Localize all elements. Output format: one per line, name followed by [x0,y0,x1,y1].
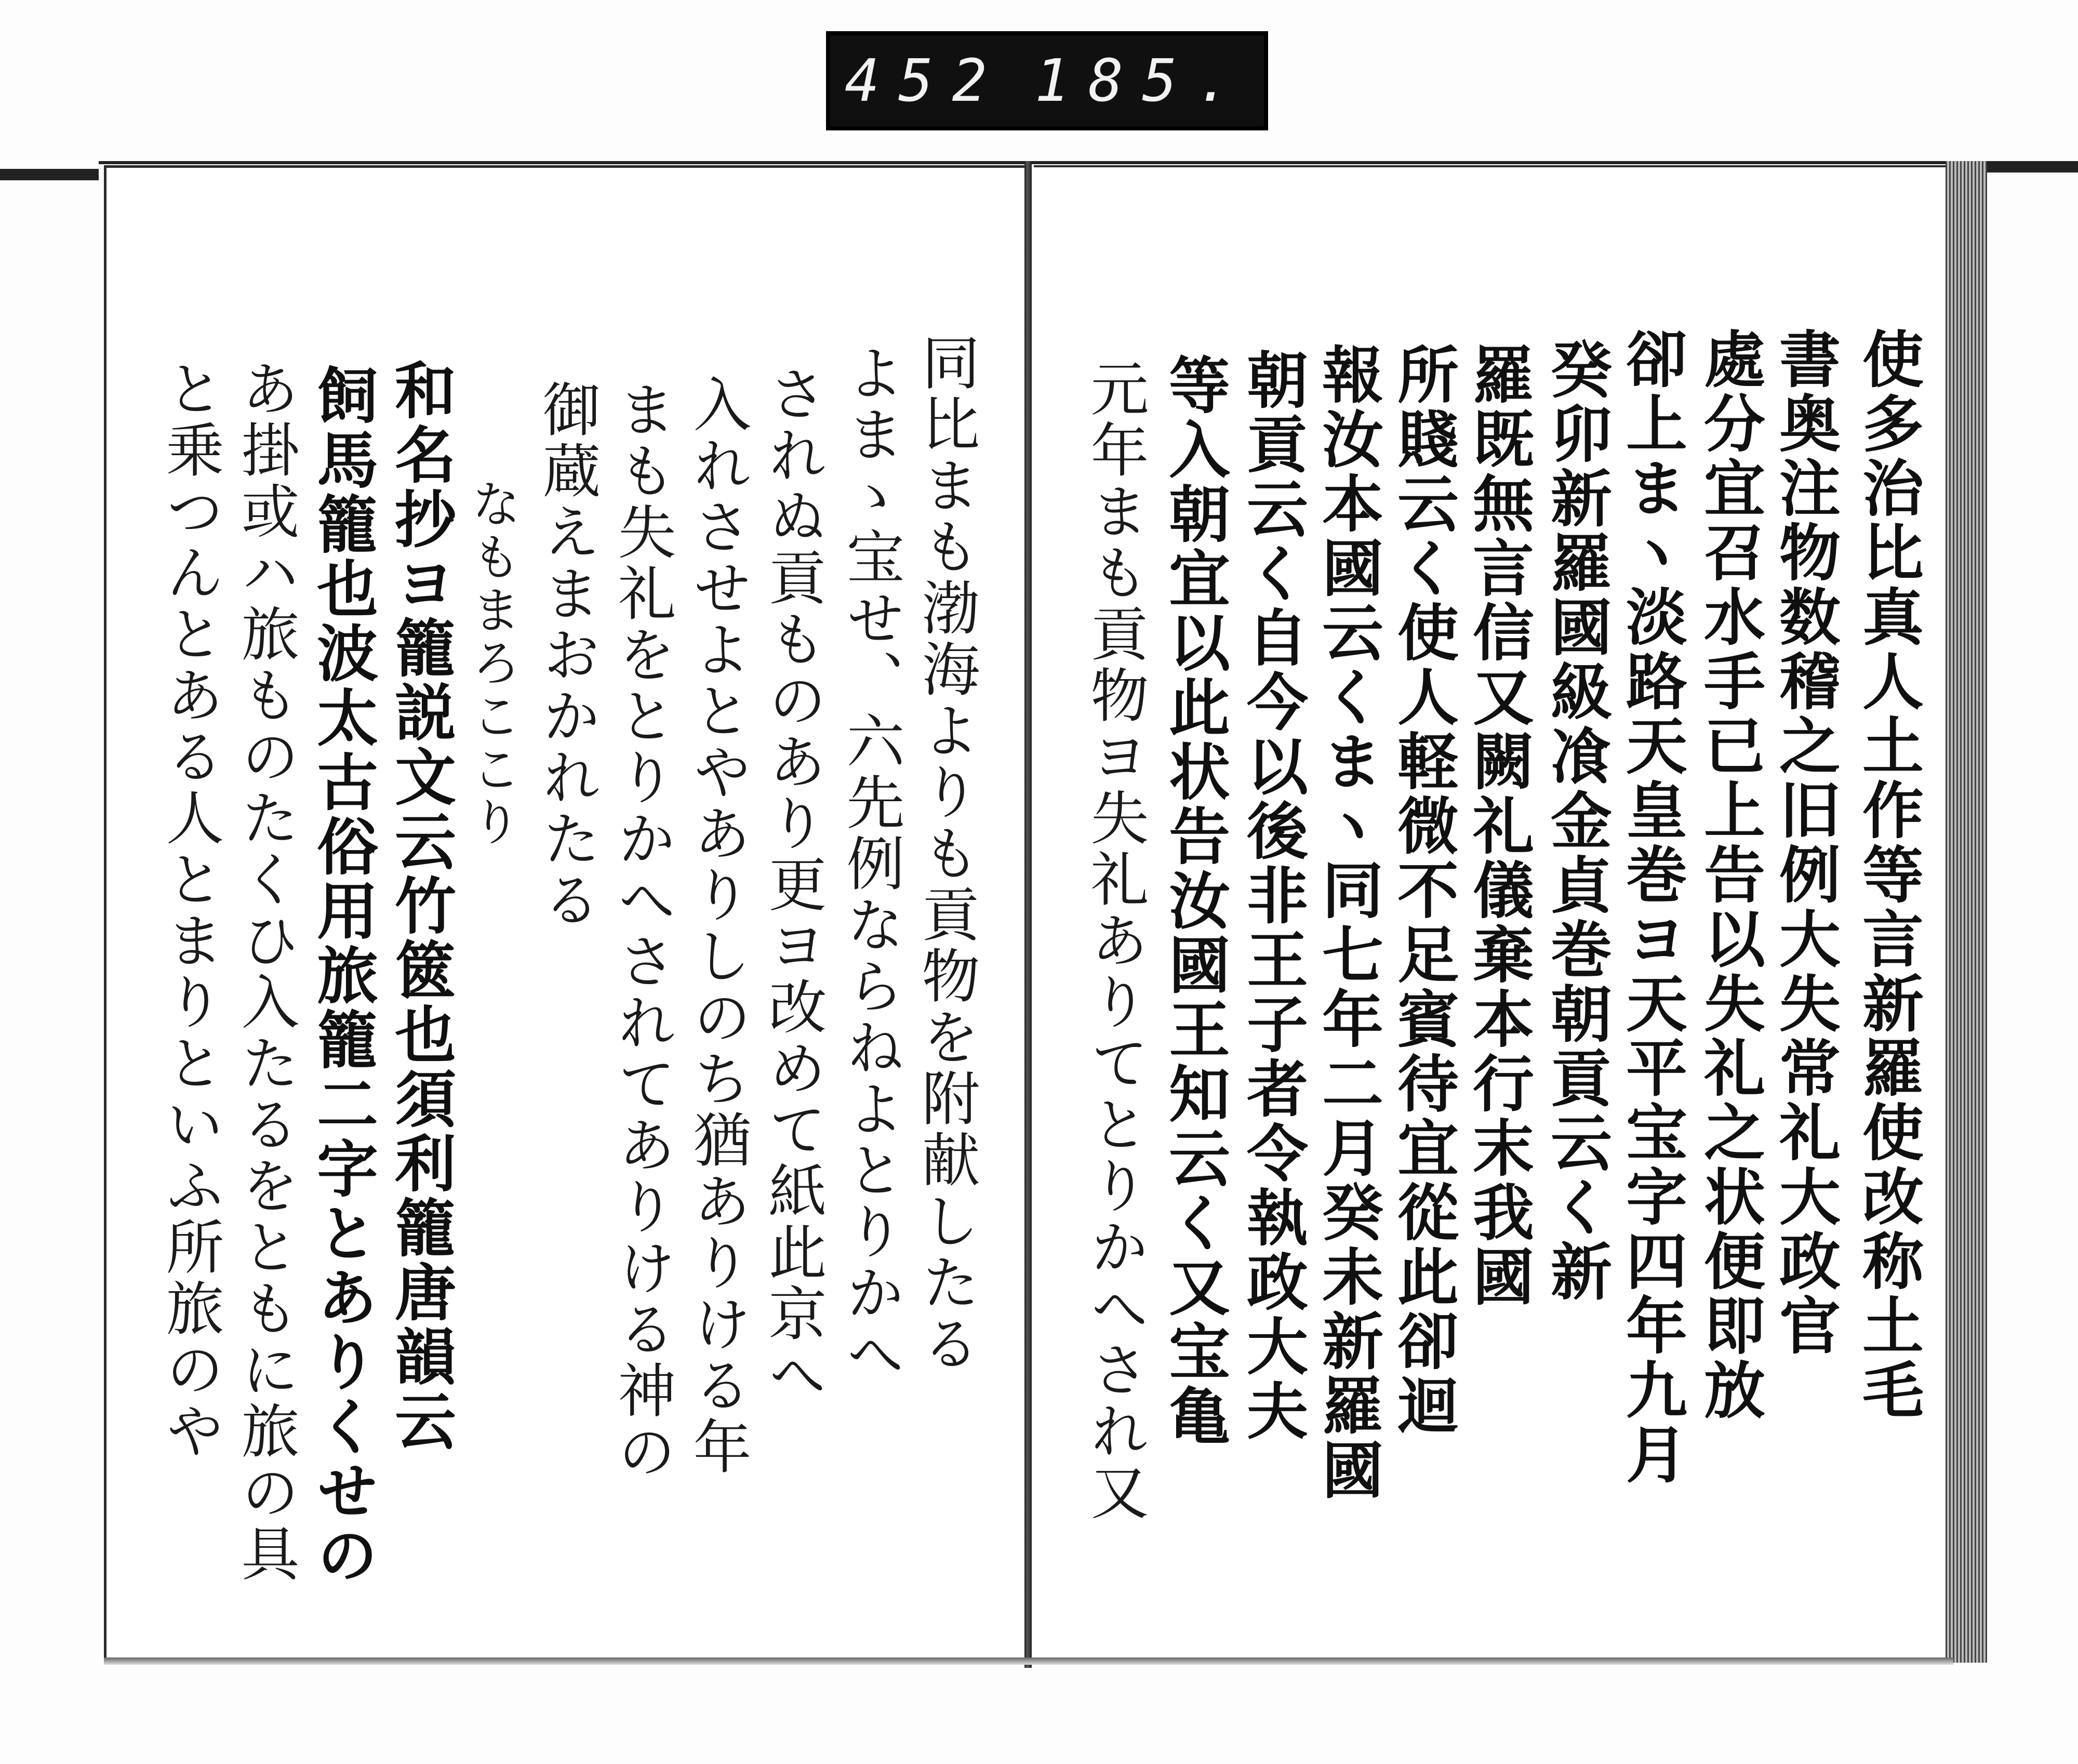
right-column-4: 卻上まヽ淡路天皇巻ヨ天平宝字四年九月 [1616,327,1688,1487]
right-column-10: 等入朝宜以此状告汝國王知云く又宝亀 [1158,353,1231,1449]
right-column-11: 元年まも貢物ヨ失礼ありてとりかへされ又 [1081,359,1149,1523]
left-column-10: あ掛或ハ旅ものたくひ入たるをともに旅の具 [232,359,299,1585]
right-column-3: 處分宜召水手已上告以失礼之状便即放 [1694,327,1766,1423]
right-column-5: 癸卯新羅國級飡金貞巻朝貢云く新 [1540,338,1613,1304]
left-column-5: まも失礼をとりかへされてありける神の [608,379,676,1483]
left-column-11: と乗つんとある人とまりといふ所旅のや [156,359,224,1462]
book-edge-right-band [1984,161,2078,173]
left-column-4: 入れさせよとやありしのち猶ありける年 [684,374,751,1478]
right-column-2: 書奥注物数稽之旧例大失常礼大政官 [1769,327,1841,1358]
label-left-number: 452 [844,47,1006,115]
left-column-6: 御蔵えまおかれたる [533,379,601,931]
left-column-7: なもまろここり [463,478,522,849]
right-column-7: 所賤云く使人軽微不足賓待宜從此卻迴 [1387,343,1459,1438]
right-column-9: 朝貢云く自今以後非王子者令執政大夫 [1236,348,1309,1443]
page-fore-edge [1946,161,1987,1663]
right-column-8: 報汝本國云くまヽ同七年二月癸未新羅國 [1312,343,1384,1503]
left-column-2: よまゝ宝せ、六先例ならねよとりかへ [837,343,904,1385]
label-right-number: 185. [1034,47,1250,115]
book-edge-left-band [0,169,99,180]
left-column-1: 同比まも渤海よりも貢物を附献したる [912,333,980,1375]
book-bottom-shadow [104,1657,1953,1665]
right-column-1: 使多治比真人土作等言新羅使改称土毛 [1852,327,1924,1423]
left-column-8: 和名抄ヨ籠説文云竹篋也須利籠唐韻云 [384,359,457,1454]
left-column-9: 飼馬籠也波太古俗用旅籠二字とありくせの [307,364,379,1588]
left-column-3: されぬ貢ものあり更ヨ改めて紙此京へ [759,364,827,1406]
shelf-number-label [826,31,1268,130]
right-column-6: 羅既無言信又闕礼儀棄本行末我國 [1462,343,1535,1309]
book-gutter [1024,161,1032,1668]
